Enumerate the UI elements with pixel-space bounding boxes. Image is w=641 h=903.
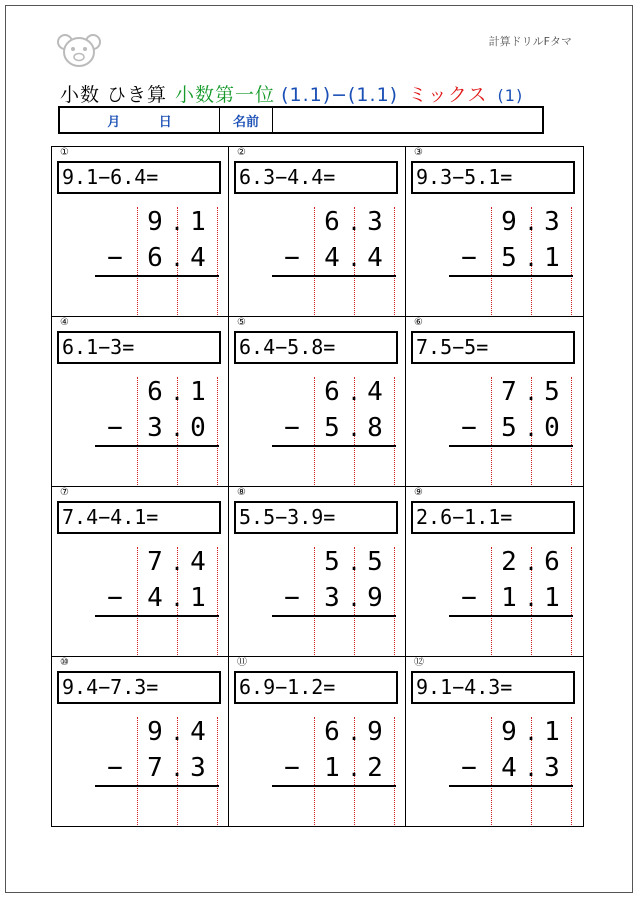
title-format: (1.1)−(1.1) <box>281 84 399 106</box>
answer-area[interactable] <box>492 278 572 314</box>
top-ones-digit: 6 <box>147 377 163 407</box>
bottom-ones-digit: 4 <box>324 243 340 273</box>
decimal-point: . <box>526 547 536 577</box>
bottom-tenths-digit: 0 <box>544 413 560 443</box>
equation-box[interactable]: 5.5−3.9= <box>234 501 398 534</box>
equation-box[interactable]: 6.1−3= <box>57 331 221 364</box>
problem-number: ② <box>237 147 246 158</box>
decimal-point: . <box>172 207 182 237</box>
problem-number: ⑧ <box>237 487 246 498</box>
equation-box[interactable]: 6.9−1.2= <box>234 671 398 704</box>
decimal-point: . <box>172 583 182 613</box>
problem-cell <box>406 317 583 487</box>
answer-line <box>95 275 219 277</box>
equation-box[interactable]: 9.1−6.4= <box>57 161 221 194</box>
minus-sign: − <box>284 413 300 443</box>
minus-sign: − <box>284 753 300 783</box>
decimal-point: . <box>172 413 182 443</box>
decimal-point: . <box>349 243 359 273</box>
bottom-tenths-digit: 3 <box>544 753 560 783</box>
problem-cell <box>52 487 229 657</box>
name-date-row <box>58 106 544 134</box>
decimal-point: . <box>526 207 536 237</box>
equation-box[interactable]: 6.4−5.8= <box>234 331 398 364</box>
bottom-ones-digit: 5 <box>501 243 517 273</box>
month-label: 月 <box>107 114 121 130</box>
minus-sign: − <box>107 243 123 273</box>
minus-sign: − <box>461 413 477 443</box>
bear-face-icon <box>56 32 102 68</box>
problem-number: ① <box>60 147 69 158</box>
answer-area[interactable] <box>138 278 218 314</box>
answer-line <box>272 615 396 617</box>
problem-number: ④ <box>60 317 69 328</box>
equation-box[interactable]: 7.5−5= <box>411 331 575 364</box>
problem-number: ⑥ <box>414 317 423 328</box>
problem-cell <box>406 147 583 317</box>
name-field[interactable] <box>273 108 542 132</box>
decimal-point: . <box>349 753 359 783</box>
top-tenths-digit: 1 <box>190 207 206 237</box>
problem-cell <box>229 487 406 657</box>
decimal-point: . <box>526 413 536 443</box>
answer-area[interactable] <box>492 788 572 824</box>
page-title <box>60 80 523 107</box>
answer-area[interactable] <box>492 618 572 654</box>
answer-area[interactable] <box>138 788 218 824</box>
bottom-tenths-digit: 2 <box>367 753 383 783</box>
problem-cell <box>406 657 583 827</box>
top-tenths-digit: 9 <box>367 717 383 747</box>
decimal-point: . <box>172 753 182 783</box>
answer-area[interactable] <box>138 448 218 484</box>
answer-area[interactable] <box>315 278 395 314</box>
decimal-point: . <box>349 377 359 407</box>
bottom-ones-digit: 3 <box>324 583 340 613</box>
top-ones-digit: 7 <box>147 547 163 577</box>
top-tenths-digit: 1 <box>544 717 560 747</box>
problem-number: ⑦ <box>60 487 69 498</box>
answer-area[interactable] <box>315 788 395 824</box>
bottom-ones-digit: 1 <box>501 583 517 613</box>
top-ones-digit: 5 <box>324 547 340 577</box>
bottom-tenths-digit: 3 <box>190 753 206 783</box>
title-mix: ミックス <box>408 84 488 106</box>
minus-sign: − <box>284 583 300 613</box>
answer-line <box>449 445 573 447</box>
answer-line <box>95 445 219 447</box>
title-level: 小数第一位 <box>175 84 276 106</box>
equation-box[interactable]: 9.1−4.3= <box>411 671 575 704</box>
top-tenths-digit: 5 <box>544 377 560 407</box>
day-label: 日 <box>158 114 172 130</box>
bottom-tenths-digit: 1 <box>544 243 560 273</box>
decimal-point: . <box>172 243 182 273</box>
equation-box[interactable]: 9.4−7.3= <box>57 671 221 704</box>
minus-sign: − <box>107 413 123 443</box>
answer-line <box>272 275 396 277</box>
bottom-tenths-digit: 0 <box>190 413 206 443</box>
title-main: 小数 ひき算 <box>60 84 168 106</box>
problem-number: ⑩ <box>60 657 69 668</box>
decimal-point: . <box>349 413 359 443</box>
decimal-point: . <box>349 583 359 613</box>
answer-line <box>272 445 396 447</box>
problem-cell <box>52 147 229 317</box>
brand-text: 計算ドリルFタマ <box>488 35 572 48</box>
decimal-point: . <box>526 583 536 613</box>
name-label: 名前 <box>220 108 273 132</box>
top-tenths-digit: 1 <box>190 377 206 407</box>
problem-cell <box>229 147 406 317</box>
top-tenths-digit: 4 <box>367 377 383 407</box>
decimal-point: . <box>526 753 536 783</box>
minus-sign: − <box>461 753 477 783</box>
bottom-ones-digit: 1 <box>324 753 340 783</box>
problem-number: ⑫ <box>414 657 424 668</box>
top-tenths-digit: 4 <box>190 717 206 747</box>
top-ones-digit: 2 <box>501 547 517 577</box>
minus-sign: − <box>284 243 300 273</box>
bottom-tenths-digit: 1 <box>190 583 206 613</box>
minus-sign: − <box>461 243 477 273</box>
top-tenths-digit: 5 <box>367 547 383 577</box>
problem-number: ⑨ <box>414 487 423 498</box>
problem-cell <box>229 317 406 487</box>
top-tenths-digit: 3 <box>544 207 560 237</box>
problem-number: ⑪ <box>237 657 247 668</box>
problem-number: ③ <box>414 147 423 158</box>
date-field[interactable] <box>60 108 220 132</box>
top-ones-digit: 6 <box>324 717 340 747</box>
top-ones-digit: 9 <box>147 207 163 237</box>
bottom-ones-digit: 4 <box>147 583 163 613</box>
title-number: (1) <box>497 86 524 105</box>
decimal-point: . <box>349 207 359 237</box>
bottom-ones-digit: 5 <box>501 413 517 443</box>
decimal-point: . <box>526 377 536 407</box>
problem-cell <box>52 317 229 487</box>
bottom-ones-digit: 4 <box>501 753 517 783</box>
bottom-tenths-digit: 4 <box>367 243 383 273</box>
problem-grid <box>51 146 584 827</box>
equation-box[interactable]: 6.3−4.4= <box>234 161 398 194</box>
answer-line <box>449 275 573 277</box>
decimal-point: . <box>349 717 359 747</box>
minus-sign: − <box>461 583 477 613</box>
top-ones-digit: 9 <box>501 717 517 747</box>
top-ones-digit: 6 <box>324 207 340 237</box>
top-ones-digit: 6 <box>324 377 340 407</box>
top-tenths-digit: 4 <box>190 547 206 577</box>
bottom-ones-digit: 5 <box>324 413 340 443</box>
top-ones-digit: 9 <box>501 207 517 237</box>
problem-cell <box>229 657 406 827</box>
bottom-ones-digit: 7 <box>147 753 163 783</box>
answer-line <box>272 785 396 787</box>
decimal-point: . <box>172 547 182 577</box>
minus-sign: − <box>107 753 123 783</box>
decimal-point: . <box>526 717 536 747</box>
minus-sign: − <box>107 583 123 613</box>
equation-box[interactable]: 2.6−1.1= <box>411 501 575 534</box>
top-tenths-digit: 3 <box>367 207 383 237</box>
answer-area[interactable] <box>315 618 395 654</box>
decimal-point: . <box>172 377 182 407</box>
bottom-tenths-digit: 4 <box>190 243 206 273</box>
decimal-point: . <box>349 547 359 577</box>
answer-line <box>95 785 219 787</box>
problem-cell <box>406 487 583 657</box>
bottom-ones-digit: 6 <box>147 243 163 273</box>
answer-line <box>95 615 219 617</box>
answer-line <box>449 615 573 617</box>
answer-area[interactable] <box>315 448 395 484</box>
bottom-tenths-digit: 8 <box>367 413 383 443</box>
decimal-point: . <box>172 717 182 747</box>
problem-cell <box>52 657 229 827</box>
answer-area[interactable] <box>492 448 572 484</box>
equation-box[interactable]: 7.4−4.1= <box>57 501 221 534</box>
bottom-tenths-digit: 1 <box>544 583 560 613</box>
problem-number: ⑤ <box>237 317 246 328</box>
decimal-point: . <box>526 243 536 273</box>
answer-area[interactable] <box>138 618 218 654</box>
top-tenths-digit: 6 <box>544 547 560 577</box>
bottom-tenths-digit: 9 <box>367 583 383 613</box>
top-ones-digit: 9 <box>147 717 163 747</box>
answer-line <box>449 785 573 787</box>
bottom-ones-digit: 3 <box>147 413 163 443</box>
top-ones-digit: 7 <box>501 377 517 407</box>
equation-box[interactable]: 9.3−5.1= <box>411 161 575 194</box>
